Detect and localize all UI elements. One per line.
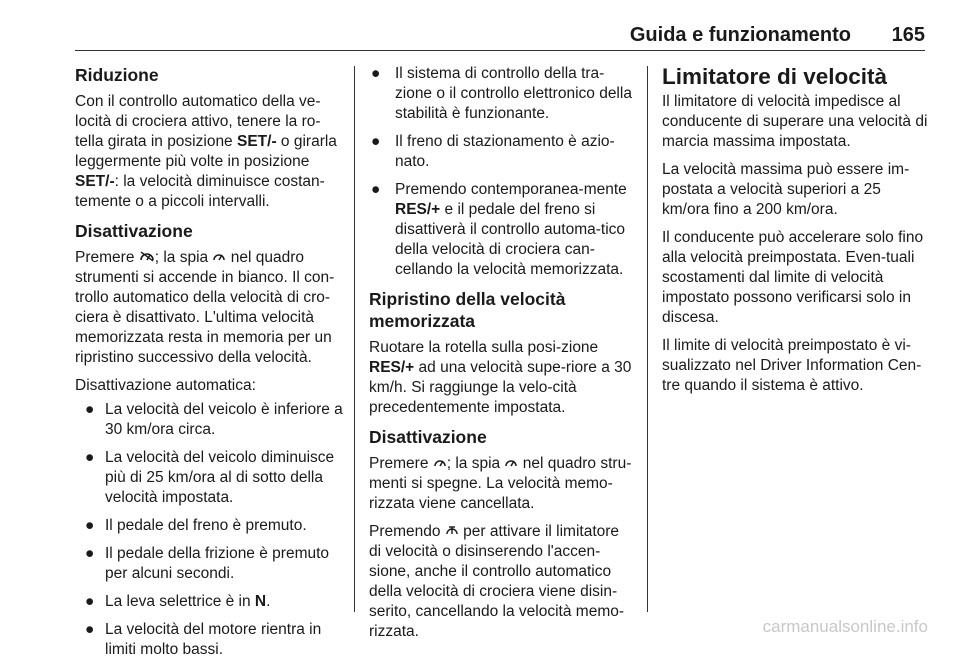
paragraph-limitatore-3: Il conducente può accelerare solo fino alla velocità preimpostata. Even-tuali scostamenti dal limite di velocità impostato possono verificarsi solo in discesa.: [662, 229, 924, 326]
paragraph-limitatore-4: Il limite di velocità preimpostato è vi-sualizzato nel Driver Information Cen-tre quando il sistema è attivo.: [662, 337, 922, 394]
column-1: [75, 64, 345, 668]
bullet-list-automatica: [75, 400, 345, 660]
page-number: 165: [891, 24, 925, 46]
list-item: ● Il pedale del freno è premuto.: [85, 517, 307, 534]
cruise-indicator-icon: [504, 454, 518, 474]
heading-disattivazione-2: Disattivazione: [369, 427, 487, 447]
watermark-url: carmanualsonline.info: [762, 617, 928, 636]
list-item: ● La velocità del motore rientra in limiti molto bassi.: [85, 621, 322, 658]
list-item: ● La velocità del veicolo è inferiore a 30 km/ora circa.: [85, 401, 343, 438]
paragraph-limitatore-2: La velocità massima può essere im-postata a velocità superiori a 25 km/ora fino a 200 km/ora.: [662, 161, 910, 218]
cruise-indicator-icon: [212, 248, 226, 268]
column-divider-1: [354, 66, 355, 612]
paragraph-limitatore-note: Premendo per attivare il limitatore di velocità o disinserendo l'accen-sione, anche il controllo automatico della velocità di crociera viene disin-serito, cancellando la velocità memo-rizzata.: [369, 523, 625, 640]
column-divider-2: [647, 66, 648, 612]
page-header: [75, 24, 925, 46]
speed-limiter-icon: [445, 522, 459, 542]
list-item: ● Premendo contemporanea-mente RES/+ e il pedale del freno si disattiverà il controllo automa-tico della velocità di crociera can-cellando la velocità memorizzata.: [371, 181, 627, 278]
cruise-indicator-icon: [433, 454, 447, 474]
column-3: [662, 64, 928, 404]
paragraph-ripristino: Ruotare la rotella sulla posi-zione RES/+ ad una velocità supe-riore a 30 km/h. Si raggiunge la velo-cità precedentemente impostata.: [369, 339, 632, 416]
list-item: ● Il sistema di controllo della tra-zione o il controllo elettronico della stabilità è funzionante.: [371, 65, 632, 122]
paragraph-automatica: Disattivazione automatica:: [75, 377, 256, 394]
column-2: [369, 64, 633, 650]
paragraph-limitatore-1: Il limitatore di velocità impedisce al conducente di superare una velocità di marcia massima impostata.: [662, 93, 928, 150]
heading-limitatore: Limitatore di velocità: [662, 64, 888, 89]
paragraph-riduzione: Con il controllo automatico della ve-locità di crociera attivo, tenere la ro-tella girata in posizione SET/- o girarla leggermente più volte in posizione SET/-: la velocità diminuisce costan-temente o a piccoli intervalli.: [75, 93, 337, 210]
list-item: ● La leva selettrice è in N.: [85, 593, 271, 610]
bullet-list-continued: [369, 64, 633, 280]
cruise-off-icon: [139, 248, 155, 268]
paragraph-disattivazione-2: Premere ; la spia nel quadro stru-menti si spegne. La velocità memo-rizzata viene cancellata.: [369, 455, 632, 512]
heading-riduzione: Riduzione: [75, 65, 159, 85]
paragraph-disattivazione: Premere ; la spia nel quadro strumenti si accende in bianco. Il con-trollo automatico della velocità di cro-ciera è disattivato. L'ultima velocità memorizzata resta in memoria per un ripristino successivo della velocità.: [75, 249, 335, 366]
header-rule: [75, 50, 925, 51]
section-title: Guida e funzionamento: [629, 24, 851, 46]
list-item: ● La velocità del veicolo diminuisce più di 25 km/ora al di sotto della velocità impostata.: [85, 449, 335, 506]
list-item: ● Il freno di stazionamento è azio-nato.: [371, 133, 615, 170]
heading-ripristino: Ripristino della velocità memorizzata: [369, 289, 566, 331]
list-item: ● Il pedale della frizione è premuto per alcuni secondi.: [85, 545, 330, 582]
heading-disattivazione: Disattivazione: [75, 221, 193, 241]
